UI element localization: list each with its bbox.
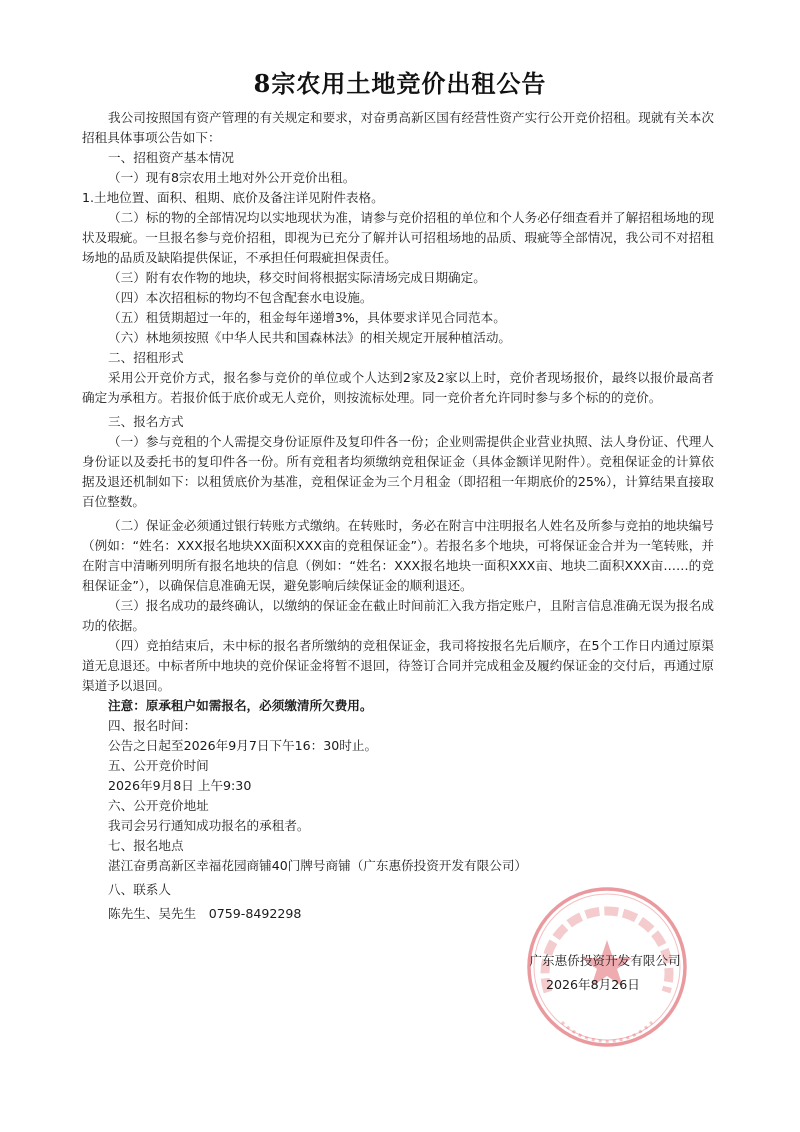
section-5-heading: 五、公开竞价时间 bbox=[108, 758, 209, 773]
section-1-item-1: （一）现有8宗农用土地对外公开竞价出租。 bbox=[108, 170, 356, 185]
signature-organization: 广东惠侨投资开发有限公司 bbox=[529, 953, 681, 968]
section-4-heading: 四、报名时间： bbox=[108, 718, 197, 733]
section-8-heading: 八、联系人 bbox=[108, 882, 171, 897]
section-1-item-4: （四）本次招租标的物均不包含配套水电设施。 bbox=[108, 290, 373, 305]
section-1-heading: 一、招租资产基本情况 bbox=[108, 150, 234, 165]
page-title: 8宗农用土地竞价出租公告 bbox=[253, 69, 547, 98]
section-4-text: 公告之日起至2026年9月7日下午16：30时止。 bbox=[108, 738, 378, 753]
section-3-heading: 三、报名方式 bbox=[108, 414, 184, 429]
section-2-heading: 二、招租形式 bbox=[108, 350, 184, 365]
section-1-item-5: （五）租赁期超过一年的，租金每年递增3%，具体要求详见合同范本。 bbox=[108, 310, 506, 325]
section-5-text: 2026年9月8日 上午9:30 bbox=[108, 778, 252, 793]
section-3-item-2: （二）保证金必须通过银行转账方式缴纳。在转账时，务必在附言中注明报名人姓名及所参与竞拍的地块编号（例如：“姓名：XXX报名地块XX面积XXX亩的竞租保证金”）。若报名多个地块，可将保证金合并为一笔转账，并在附言中清晰列明所有报名地块的信息（例如：“姓名：XXX报名地块一面积XXX亩、地块二面积XXX亩……的竞租保证金”），以确保信息准确无误，避免影响后续保证金的顺利退还。 bbox=[82, 518, 714, 593]
section-6-text: 我司会另行通知成功报名的承租者。 bbox=[108, 818, 310, 833]
section-7-heading: 七、报名地点 bbox=[108, 838, 184, 853]
signature-date: 2026年8月26日 bbox=[546, 977, 640, 992]
section-3-item-4: （四）竞拍结束后，未中标的报名者所缴纳的竞租保证金，我司将按报名先后顺序，在5个工作日内通过原渠道无息退还。中标者所中地块的竞价保证金将暂不退回，待签订合同并完成租金及履约保证金的交付后，再通过原渠道予以退回。 bbox=[82, 638, 714, 693]
section-1-item-2: （二）标的物的全部情况均以实地现状为准，请参与竞价招租的单位和个人务必仔细查看并了解招租场地的现状及瑕疵。一旦报名参与竞价招租，即视为已充分了解并认可招租场地的品质、瑕疵等全部情况，我公司不对招租场地的品质及缺陷提供保证，不承担任何瑕疵担保责任。 bbox=[82, 210, 714, 265]
intro-paragraph: 我公司按照国有资产管理的有关规定和要求，对奋勇高新区国有经营性资产实行公开竞价招租。现就有关本次招租具体事项公告如下： bbox=[82, 110, 714, 145]
section-1-item-6: （六）林地须按照《中华人民共和国森林法》的相关规定开展种植活动。 bbox=[108, 330, 511, 345]
section-8-text: 陈先生、吴先生 0759-8492298 bbox=[108, 906, 302, 921]
section-3-notice: 注意：原承租户如需报名，必须缴清所欠费用。 bbox=[108, 698, 373, 713]
announcement-body bbox=[82, 108, 714, 924]
section-1-item-1-sub: 1.土地位置、面积、租期、底价及备注详见附件表格。 bbox=[82, 190, 384, 205]
section-6-heading: 六、公开竞价地址 bbox=[108, 798, 209, 813]
section-3-item-1: （一）参与竞租的个人需提交身份证原件及复印件各一份；企业则需提供企业营业执照、法人身份证、代理人身份证以及委托书的复印件各一份。所有竞租者均须缴纳竞租保证金（具体金额详见附件）。竞租保证金的计算依据及退还机制如下：以租赁底价为基准，竞租保证金为三个月租金（即招租一年期底价的25%），计算结果直接取百位整数。 bbox=[82, 434, 714, 509]
section-7-text: 湛江奋勇高新区幸福花园商铺40门牌号商铺（广东惠侨投资开发有限公司） bbox=[108, 858, 528, 873]
section-2-text: 采用公开竞价方式，报名参与竞价的单位或个人达到2家及2家以上时，竞价者现场报价，最终以报价最高者确定为承租方。若报价低于底价或无人竞价，则按流标处理。同一竞价者允许同时参与多个标的的竞价。 bbox=[82, 370, 714, 405]
section-1-item-3: （三）附有农作物的地块，移交时间将根据实际清场完成日期确定。 bbox=[108, 270, 486, 285]
section-3-item-3: （三）报名成功的最终确认，以缴纳的保证金在截止时间前汇入我方指定账户，且附言信息准确无误为报名成功的依据。 bbox=[82, 598, 714, 633]
